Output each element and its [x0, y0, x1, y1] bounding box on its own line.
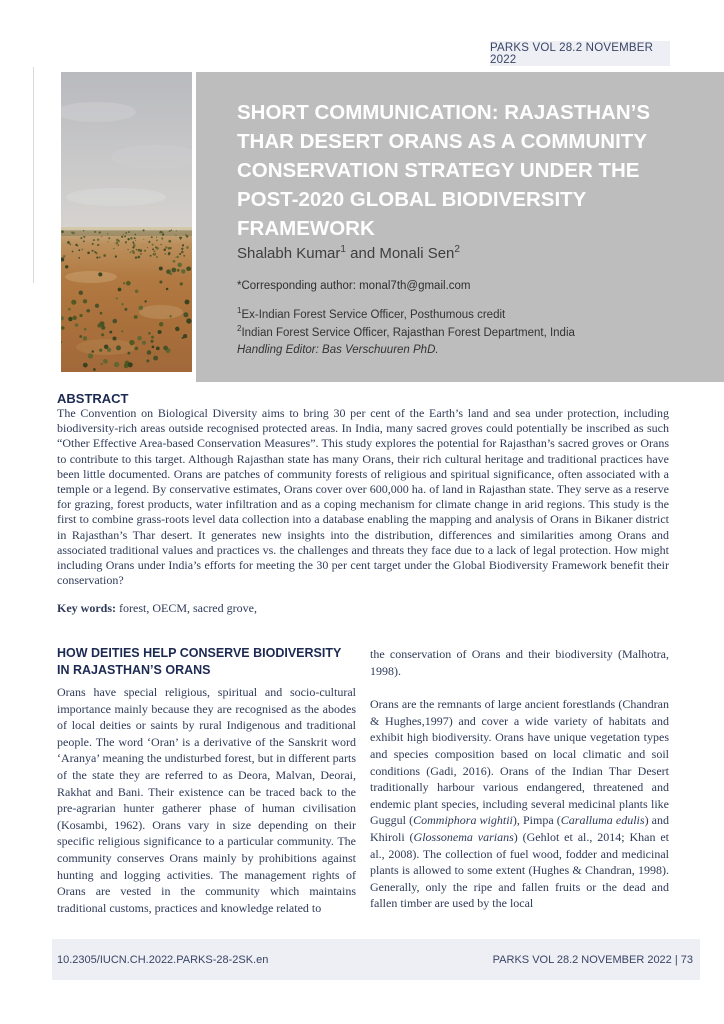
section-heading-line: IN RAJASTHAN’S ORANS [57, 662, 211, 677]
affiliation-sup: 1 [237, 306, 242, 315]
affiliations [237, 304, 575, 341]
abstract-heading: ABSTRACT [57, 391, 129, 406]
article-title [237, 98, 667, 243]
authors-connector: and [345, 245, 380, 262]
keywords-label: Key words: [57, 601, 116, 615]
left-margin-rule [33, 67, 34, 283]
author-name: Shalabh Kumar [237, 245, 341, 262]
footer-band [52, 939, 700, 980]
left-column [57, 645, 356, 916]
article-title-line: THAR DESERT ORANS AS A COMMUNITY [237, 130, 647, 153]
body-paragraph: the conservation of Orans and their biodiversity (Malhotra, 1998). [370, 647, 669, 678]
doi-text: 10.2305/IUCN.CH.2022.PARKS-28-2SK.en [57, 953, 269, 966]
body-paragraph: Orans have special religious, spiritual and socio-cultural importance mainly because they are recognised as the abodes of local deities or saints by rural Indigenous and traditional people. The word ‘Oran’ is a derivative of the Sanskrit word ‘Aranya’ meaning the undisturbed forest, but in different parts of the state they are referred to as Deora, Malvan, Deorai, Rakhat and Bani. Their existence can be traced back to the pre-agrarian hunter gatherer phase of human civilisation (Kosambi, 1962). Orans vary in size depending on their specific religious significance to a particular community. The community conserves Orans mainly by prohibitions against hunting and logging activities. The management rights of Orans are vested in the community which maintains traditional customs, practices and knowledge related to [57, 685, 356, 915]
article-photo [61, 72, 192, 372]
affiliation-text: Ex-Indian Forest Service Officer, Posthumous credit [241, 308, 506, 321]
article-title-line: CONSERVATION STRATEGY UNDER THE [237, 159, 640, 182]
desert-landscape-illustration [61, 72, 192, 372]
authors-line [237, 244, 460, 262]
article-title-line: FRAMEWORK [237, 217, 375, 240]
author-sup: 1 [340, 244, 346, 255]
issue-badge: PARKS VOL 28.2 NOVEMBER 2022 [490, 41, 670, 66]
affiliation-line [237, 322, 575, 340]
article-title-line: POST-2020 GLOBAL BIODIVERSITY [237, 188, 587, 211]
keywords-line [57, 601, 669, 616]
affiliation-sup: 2 [237, 324, 242, 334]
author-name: Monali Sen [379, 245, 455, 262]
affiliation-line [237, 304, 575, 322]
affiliation-text: Indian Forest Service Officer, Rajasthan Forest Department, India [241, 327, 575, 340]
article-title-line: SHORT COMMUNICATION: RAJASTHAN’S [237, 101, 651, 124]
keywords-text: forest, OECM, sacred grove, [116, 601, 257, 615]
right-column [370, 645, 669, 912]
corresponding-author: *Corresponding author: monal7th@gmail.com [237, 280, 471, 292]
section-heading [57, 645, 356, 678]
author-sup: 2 [454, 244, 460, 255]
body-paragraph: Orans are the remnants of large ancient forestlands (Chandran & Hughes,1997) and cover a wide variety of habitats and exhibit high biodiversity. Orans have unique vegetation types and species composition based on local climatic and soil conditions (Gadi, 2016). Orans of the Indian Thar Desert traditionally harbour various endangered, threatened and endemic plant species, including several medicinal plants like Guggul (Commiphora wightii), Pimpa (Caralluma edulis) and Khiroli (Glossonema varians) (Gehlot et al., 2014; Khan et al., 2008). The collection of fuel wood, fodder and medicinal plants is allowed to some extent (Hughes & Chandran, 1998). Generally, only the ripe and fallen fruits or the dead and fallen timber are used by the local [370, 697, 669, 911]
section-heading-line: HOW DEITIES HELP CONSERVE BIODIVERSITY [57, 646, 342, 660]
footer-issue-page: PARKS VOL 28.2 NOVEMBER 2022 | 73 [492, 953, 693, 966]
title-block [196, 72, 724, 382]
paragraph-gap [370, 679, 669, 695]
handling-editor: Handling Editor: Bas Verschuuren PhD. [237, 344, 439, 356]
abstract-paragraph: The Convention on Biological Diversity aims to bring 30 per cent of the Earth’s land and sea under protection, including biodiversity-rich areas outside recognised protected areas. In India, many sacred groves could potentially be inscribed as such “Other Effective Area-based Conservation Measures”. This study explores the potential for Rajasthan’s sacred groves or Orans to contribute to this target. Although Rajasthan state has many Orans, their rich cultural heritage and traditional practices have been little documented. Orans are patches of community forests of religious and spiritual significance, often associated with a temple or a legend. By conservative estimates, Orans cover over 600,000 ha. of land in Rajasthan state. They serve as a reserve for grazing, forest products, water infiltration and as a coping mechanism for climate change in arid regions. This study is the first to combine grass-roots level data collection into a database enabling the mapping and analysis of Orans in Bikaner district in Rajasthan’s Thar desert. It generates new insights into the distribution, differences and similarities among Orans and associated traditional values and practices vs. the challenges and threats they face due to a lack of legal protection. How might including Orans under India’s efforts for meeting the 30 per cent target under the Global Biodiversity Framework benefit their conservation? [57, 406, 669, 588]
